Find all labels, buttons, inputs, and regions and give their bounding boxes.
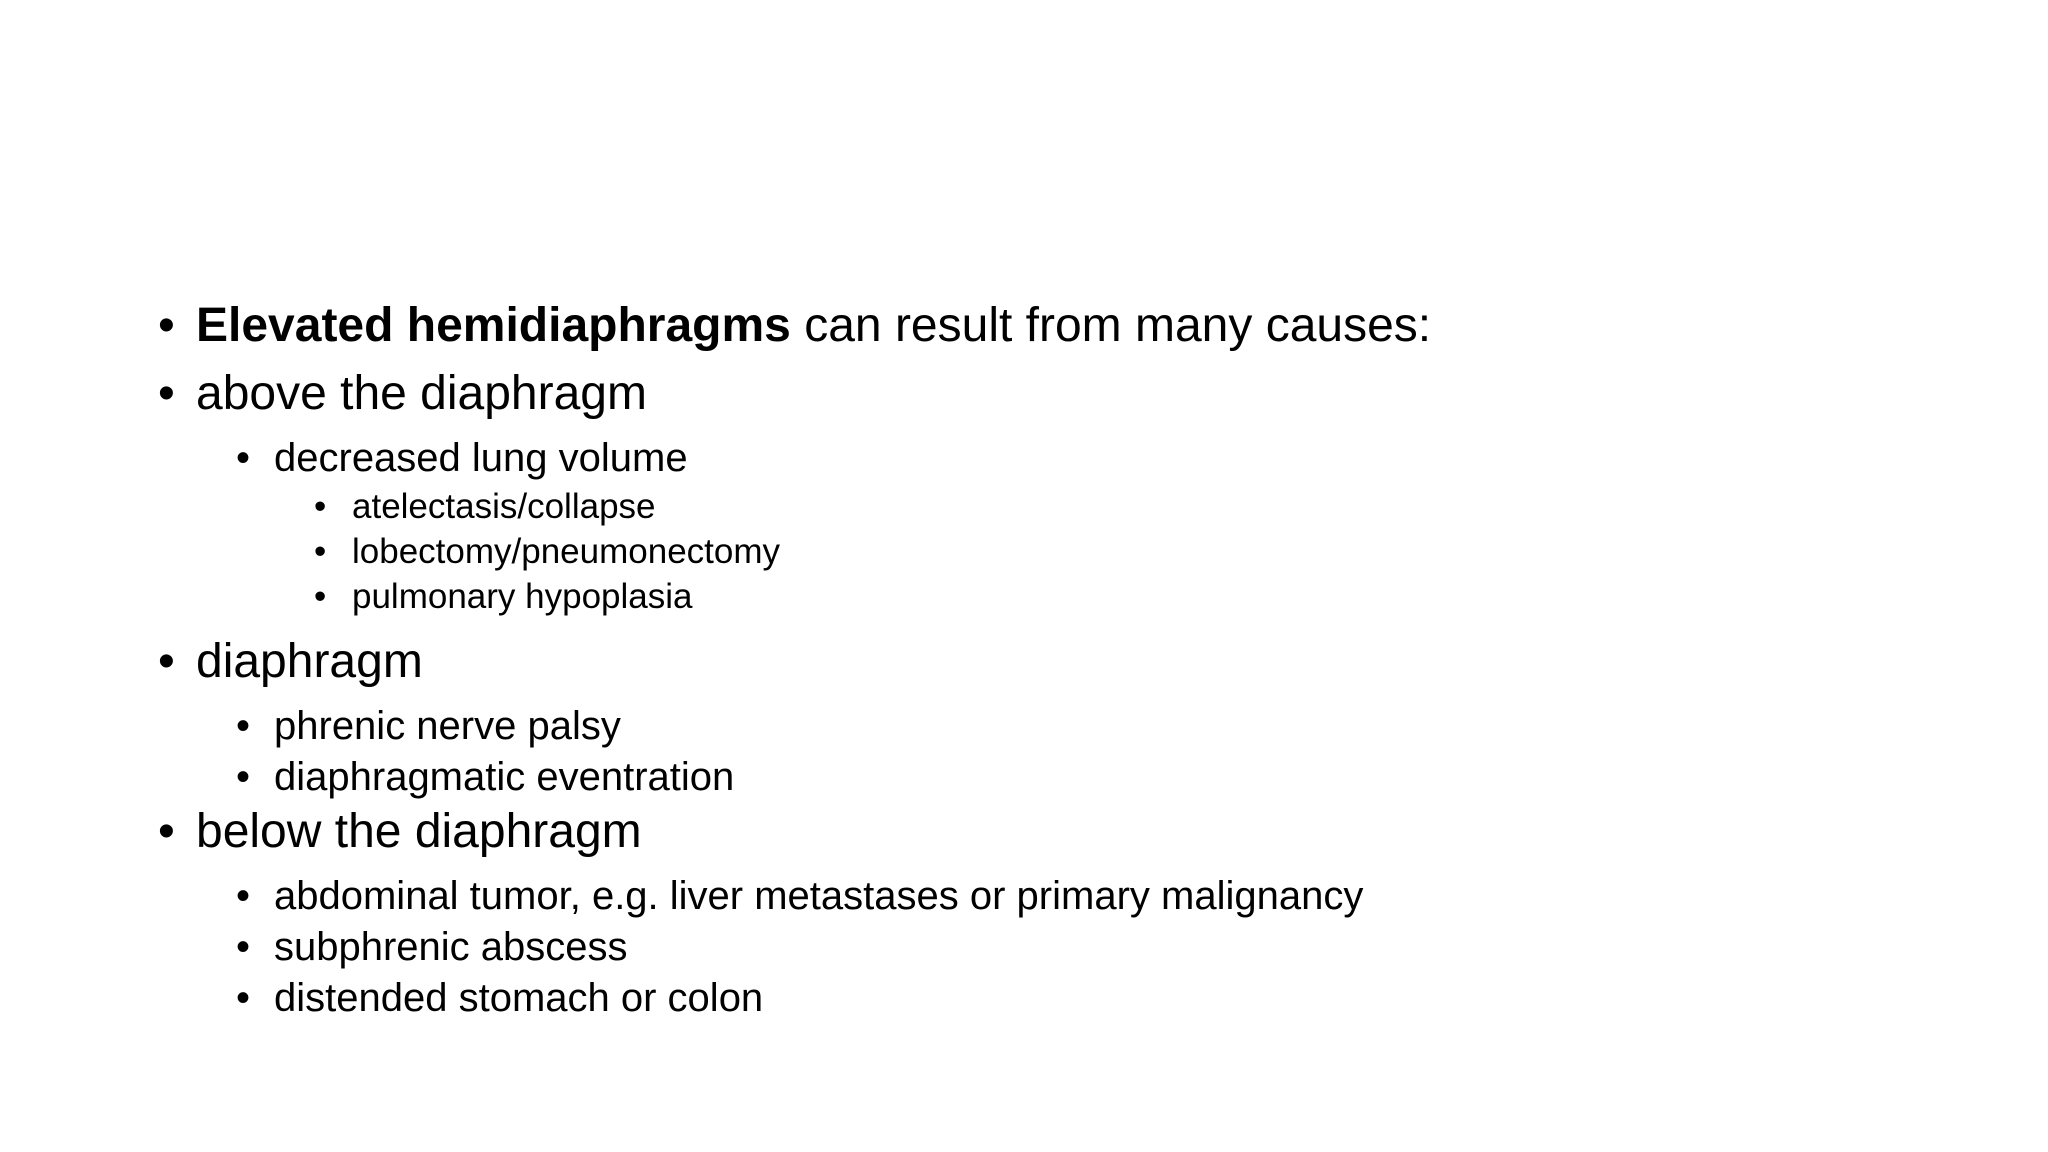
list-item (158, 805, 1958, 876)
list-item-text: diaphragm (196, 635, 423, 688)
bullet-icon: • (314, 487, 327, 526)
bullet-icon: • (236, 976, 251, 1020)
list-item-text: distended stomach or colon (274, 976, 764, 1020)
list-item-text: decreased lung volume (274, 436, 688, 480)
bullet-icon: • (236, 436, 251, 480)
bullet-icon: • (158, 635, 175, 688)
list-item-text: atelectasis/collapse (352, 487, 656, 526)
bullet-icon: • (314, 532, 327, 571)
list-item (158, 489, 1958, 534)
list-item (158, 579, 1958, 624)
list-item-text: lobectomy/pneumonectomy (352, 532, 780, 571)
list-item-text: can result from many causes: (790, 299, 1432, 352)
bullet-icon: • (236, 704, 251, 748)
list-item-text: phrenic nerve palsy (274, 704, 621, 748)
bullet-list (158, 299, 1958, 1029)
list-item (158, 927, 1958, 978)
bullet-icon: • (158, 299, 175, 352)
bullet-icon: • (236, 874, 251, 918)
list-item (158, 706, 1958, 757)
list-item-text: diaphragmatic eventration (274, 755, 735, 799)
bullet-icon: • (158, 805, 175, 858)
list-item-text: pulmonary hypoplasia (352, 577, 693, 616)
bullet-icon: • (158, 367, 175, 420)
bullet-icon: • (314, 577, 327, 616)
list-item (158, 635, 1958, 706)
list-item (158, 299, 1958, 370)
bullet-icon: • (236, 755, 251, 799)
bullet-icon: • (236, 925, 251, 969)
list-item-text: abdominal tumor, e.g. liver metastases or primary malignancy (274, 874, 1364, 918)
list-item-text: below the diaphragm (196, 805, 642, 858)
list-item (158, 438, 1958, 489)
list-item (158, 534, 1958, 579)
list-item (158, 757, 1958, 808)
list-item-text: above the diaphragm (196, 367, 647, 420)
list-item (158, 367, 1958, 438)
list-item (158, 876, 1958, 927)
list-item (158, 978, 1958, 1029)
list-item-bold-text: Elevated hemidiaphragms (196, 299, 791, 352)
list-item-text: subphrenic abscess (274, 925, 628, 969)
